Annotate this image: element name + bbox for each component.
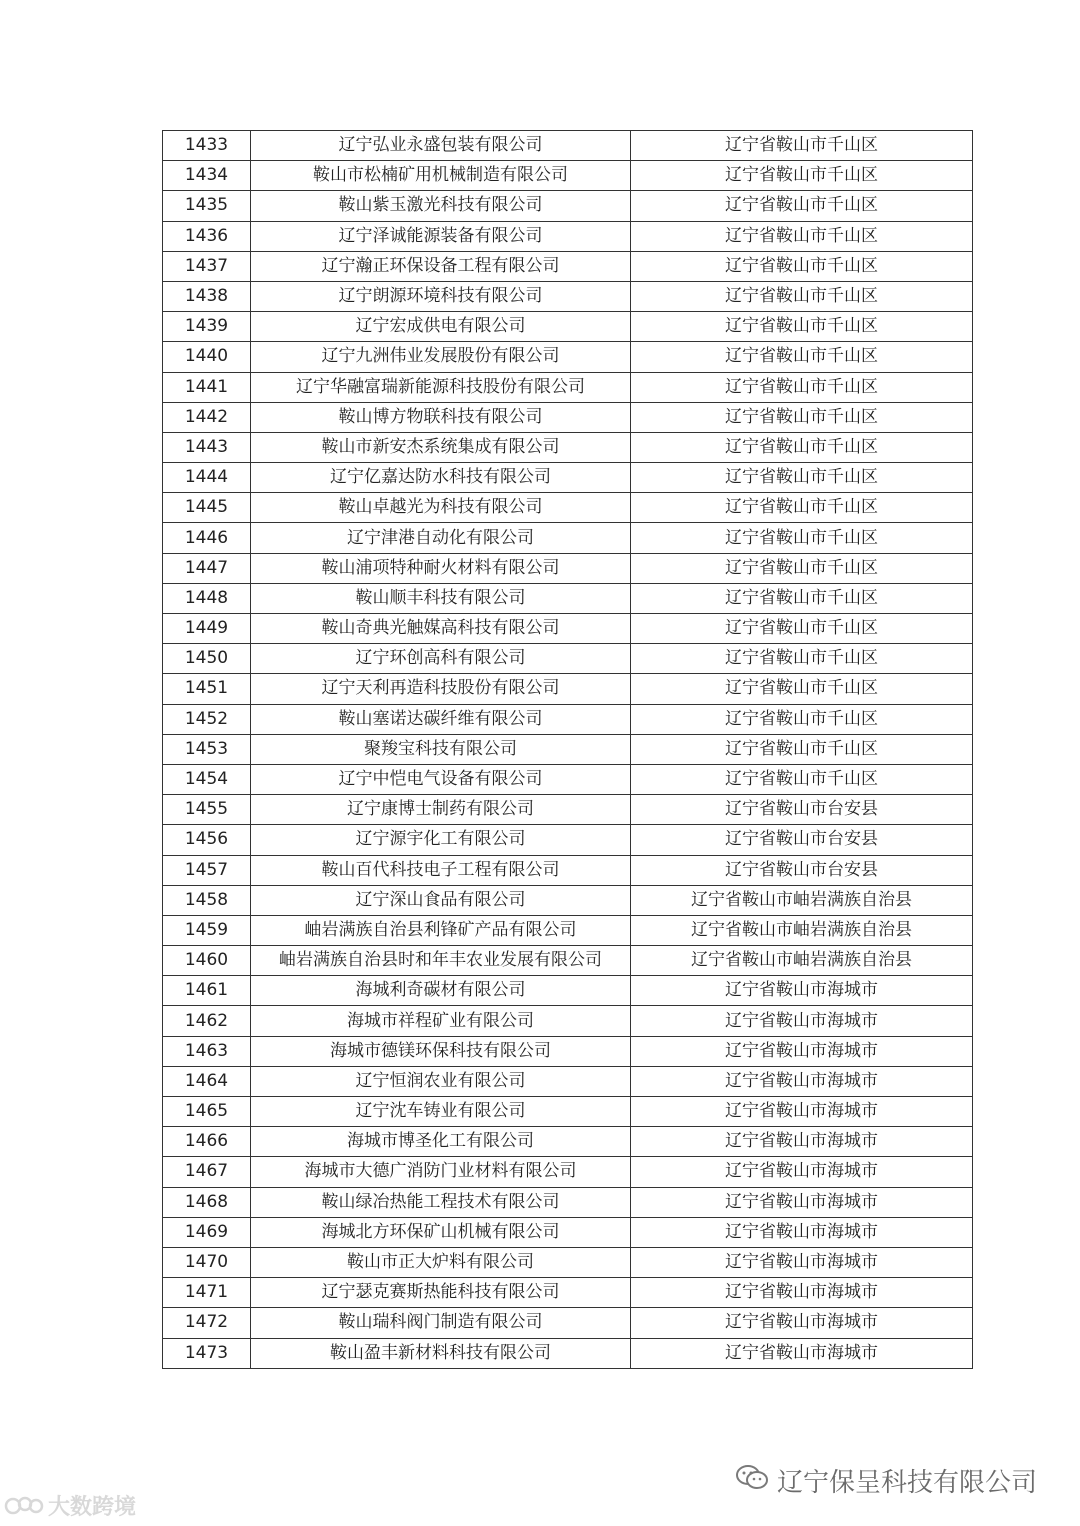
company-name-cell: 鞍山市新安杰系统集成有限公司 bbox=[251, 432, 631, 462]
location-cell: 辽宁省鞍山市海城市 bbox=[631, 1097, 973, 1127]
company-name-cell: 辽宁华融富瑞新能源科技股份有限公司 bbox=[251, 372, 631, 402]
table-row bbox=[163, 764, 973, 794]
location-cell: 辽宁省鞍山市海城市 bbox=[631, 1066, 973, 1096]
row-number-cell: 1467 bbox=[163, 1157, 251, 1187]
company-name-cell: 辽宁源宇化工有限公司 bbox=[251, 825, 631, 855]
row-number-cell: 1472 bbox=[163, 1308, 251, 1338]
row-number-cell: 1434 bbox=[163, 161, 251, 191]
location-cell: 辽宁省鞍山市千山区 bbox=[631, 342, 973, 372]
row-number-cell: 1470 bbox=[163, 1247, 251, 1277]
table-row bbox=[163, 1157, 973, 1187]
location-cell: 辽宁省鞍山市千山区 bbox=[631, 704, 973, 734]
table-row bbox=[163, 131, 973, 161]
row-number-cell: 1459 bbox=[163, 915, 251, 945]
location-cell: 辽宁省鞍山市海城市 bbox=[631, 1247, 973, 1277]
company-name-cell: 辽宁深山食品有限公司 bbox=[251, 885, 631, 915]
row-number-cell: 1461 bbox=[163, 976, 251, 1006]
row-number-cell: 1441 bbox=[163, 372, 251, 402]
table-row bbox=[163, 583, 973, 613]
company-name-cell: 辽宁津港自动化有限公司 bbox=[251, 523, 631, 553]
company-name-cell: 鞍山塞诺达碳纤维有限公司 bbox=[251, 704, 631, 734]
table-row bbox=[163, 1217, 973, 1247]
row-number-cell: 1456 bbox=[163, 825, 251, 855]
location-cell: 辽宁省鞍山市千山区 bbox=[631, 523, 973, 553]
table-row bbox=[163, 946, 973, 976]
company-name-cell: 海城北方环保矿山机械有限公司 bbox=[251, 1217, 631, 1247]
location-cell: 辽宁省鞍山市台安县 bbox=[631, 855, 973, 885]
location-cell: 辽宁省鞍山市千山区 bbox=[631, 372, 973, 402]
row-number-cell: 1469 bbox=[163, 1217, 251, 1247]
table-row bbox=[163, 312, 973, 342]
company-name-cell: 鞍山紫玉激光科技有限公司 bbox=[251, 191, 631, 221]
table-row bbox=[163, 1066, 973, 1096]
location-cell: 辽宁省鞍山市千山区 bbox=[631, 251, 973, 281]
company-name-cell: 鞍山市正大炉料有限公司 bbox=[251, 1247, 631, 1277]
table-row bbox=[163, 1097, 973, 1127]
row-number-cell: 1460 bbox=[163, 946, 251, 976]
company-name-cell: 鞍山浦项特种耐火材料有限公司 bbox=[251, 553, 631, 583]
row-number-cell: 1464 bbox=[163, 1066, 251, 1096]
table-row bbox=[163, 251, 973, 281]
row-number-cell: 1445 bbox=[163, 493, 251, 523]
row-number-cell: 1439 bbox=[163, 312, 251, 342]
company-name-cell: 海城市大德广消防门业材料有限公司 bbox=[251, 1157, 631, 1187]
table-row bbox=[163, 372, 973, 402]
location-cell: 辽宁省鞍山市岫岩满族自治县 bbox=[631, 915, 973, 945]
company-name-cell: 鞍山百代科技电子工程有限公司 bbox=[251, 855, 631, 885]
location-cell: 辽宁省鞍山市岫岩满族自治县 bbox=[631, 885, 973, 915]
company-name-cell: 辽宁亿嘉达防水科技有限公司 bbox=[251, 463, 631, 493]
row-number-cell: 1455 bbox=[163, 795, 251, 825]
location-cell: 辽宁省鞍山市千山区 bbox=[631, 553, 973, 583]
table-row bbox=[163, 432, 973, 462]
table-row bbox=[163, 1247, 973, 1277]
table-row bbox=[163, 1308, 973, 1338]
location-cell: 辽宁省鞍山市海城市 bbox=[631, 1006, 973, 1036]
location-cell: 辽宁省鞍山市千山区 bbox=[631, 583, 973, 613]
company-name-cell: 辽宁天利再造科技股份有限公司 bbox=[251, 674, 631, 704]
location-cell: 辽宁省鞍山市千山区 bbox=[631, 432, 973, 462]
enterprise-list-table bbox=[162, 130, 973, 1369]
company-name-cell: 海城市德镁环保科技有限公司 bbox=[251, 1036, 631, 1066]
company-name-cell: 辽宁宏成供电有限公司 bbox=[251, 312, 631, 342]
row-number-cell: 1447 bbox=[163, 553, 251, 583]
company-name-cell: 海城利奇碳材有限公司 bbox=[251, 976, 631, 1006]
row-number-cell: 1458 bbox=[163, 885, 251, 915]
location-cell: 辽宁省鞍山市千山区 bbox=[631, 463, 973, 493]
row-number-cell: 1443 bbox=[163, 432, 251, 462]
table-row bbox=[163, 523, 973, 553]
company-name-cell: 辽宁弘业永盛包装有限公司 bbox=[251, 131, 631, 161]
row-number-cell: 1453 bbox=[163, 734, 251, 764]
table-row bbox=[163, 221, 973, 251]
location-cell: 辽宁省鞍山市千山区 bbox=[631, 493, 973, 523]
row-number-cell: 1465 bbox=[163, 1097, 251, 1127]
location-cell: 辽宁省鞍山市千山区 bbox=[631, 674, 973, 704]
row-number-cell: 1450 bbox=[163, 644, 251, 674]
location-cell: 辽宁省鞍山市千山区 bbox=[631, 614, 973, 644]
row-number-cell: 1437 bbox=[163, 251, 251, 281]
location-cell: 辽宁省鞍山市千山区 bbox=[631, 734, 973, 764]
location-cell: 辽宁省鞍山市海城市 bbox=[631, 1278, 973, 1308]
company-name-cell: 聚羧宝科技有限公司 bbox=[251, 734, 631, 764]
company-name-cell: 辽宁沈车铸业有限公司 bbox=[251, 1097, 631, 1127]
table-row bbox=[163, 976, 973, 1006]
company-name-cell: 海城市博圣化工有限公司 bbox=[251, 1127, 631, 1157]
company-name-cell: 辽宁朗源环境科技有限公司 bbox=[251, 281, 631, 311]
table-row bbox=[163, 885, 973, 915]
location-cell: 辽宁省鞍山市千山区 bbox=[631, 312, 973, 342]
location-cell: 辽宁省鞍山市海城市 bbox=[631, 976, 973, 1006]
location-cell: 辽宁省鞍山市千山区 bbox=[631, 221, 973, 251]
table-row bbox=[163, 734, 973, 764]
table-row bbox=[163, 1338, 973, 1368]
location-cell: 辽宁省鞍山市千山区 bbox=[631, 764, 973, 794]
table-row bbox=[163, 553, 973, 583]
table-row bbox=[163, 161, 973, 191]
table-row bbox=[163, 644, 973, 674]
location-cell: 辽宁省鞍山市海城市 bbox=[631, 1338, 973, 1368]
company-name-cell: 鞍山绿冶热能工程技术有限公司 bbox=[251, 1187, 631, 1217]
company-name-cell: 鞍山瑞科阀门制造有限公司 bbox=[251, 1308, 631, 1338]
row-number-cell: 1466 bbox=[163, 1127, 251, 1157]
company-name-cell: 辽宁恒润农业有限公司 bbox=[251, 1066, 631, 1096]
location-cell: 辽宁省鞍山市海城市 bbox=[631, 1217, 973, 1247]
row-number-cell: 1452 bbox=[163, 704, 251, 734]
table-row bbox=[163, 915, 973, 945]
company-name-cell: 岫岩满族自治县利锋矿产品有限公司 bbox=[251, 915, 631, 945]
location-cell: 辽宁省鞍山市海城市 bbox=[631, 1308, 973, 1338]
watermark-left bbox=[4, 1490, 136, 1521]
watermark-right bbox=[735, 1462, 1037, 1499]
bubble-logo-icon bbox=[4, 1493, 44, 1519]
company-name-cell: 鞍山盈丰新材料科技有限公司 bbox=[251, 1338, 631, 1368]
company-name-cell: 辽宁泽诚能源装备有限公司 bbox=[251, 221, 631, 251]
row-number-cell: 1451 bbox=[163, 674, 251, 704]
company-name-cell: 辽宁瀚正环保设备工程有限公司 bbox=[251, 251, 631, 281]
row-number-cell: 1436 bbox=[163, 221, 251, 251]
location-cell: 辽宁省鞍山市千山区 bbox=[631, 191, 973, 221]
table-row bbox=[163, 704, 973, 734]
company-name-cell: 鞍山市松楠矿用机械制造有限公司 bbox=[251, 161, 631, 191]
company-name-cell: 鞍山博方物联科技有限公司 bbox=[251, 402, 631, 432]
row-number-cell: 1471 bbox=[163, 1278, 251, 1308]
row-number-cell: 1442 bbox=[163, 402, 251, 432]
company-name-cell: 辽宁瑟克赛斯热能科技有限公司 bbox=[251, 1278, 631, 1308]
company-name-cell: 鞍山顺丰科技有限公司 bbox=[251, 583, 631, 613]
table-row bbox=[163, 855, 973, 885]
watermark-left-text: 大数跨境 bbox=[48, 1495, 137, 1520]
table-row bbox=[163, 1036, 973, 1066]
row-number-cell: 1446 bbox=[163, 523, 251, 553]
location-cell: 辽宁省鞍山市千山区 bbox=[631, 402, 973, 432]
row-number-cell: 1449 bbox=[163, 614, 251, 644]
row-number-cell: 1433 bbox=[163, 131, 251, 161]
row-number-cell: 1438 bbox=[163, 281, 251, 311]
table-body bbox=[163, 131, 973, 1369]
row-number-cell: 1463 bbox=[163, 1036, 251, 1066]
location-cell: 辽宁省鞍山市台安县 bbox=[631, 795, 973, 825]
row-number-cell: 1435 bbox=[163, 191, 251, 221]
table-row bbox=[163, 402, 973, 432]
table-row bbox=[163, 1127, 973, 1157]
location-cell: 辽宁省鞍山市岫岩满族自治县 bbox=[631, 946, 973, 976]
location-cell: 辽宁省鞍山市千山区 bbox=[631, 161, 973, 191]
table-row bbox=[163, 281, 973, 311]
table-row bbox=[163, 825, 973, 855]
company-name-cell: 海城市祥程矿业有限公司 bbox=[251, 1006, 631, 1036]
company-name-cell: 岫岩满族自治县时和年丰农业发展有限公司 bbox=[251, 946, 631, 976]
location-cell: 辽宁省鞍山市海城市 bbox=[631, 1157, 973, 1187]
table-row bbox=[163, 674, 973, 704]
table-row bbox=[163, 493, 973, 523]
row-number-cell: 1444 bbox=[163, 463, 251, 493]
company-name-cell: 鞍山卓越光为科技有限公司 bbox=[251, 493, 631, 523]
row-number-cell: 1448 bbox=[163, 583, 251, 613]
location-cell: 辽宁省鞍山市千山区 bbox=[631, 644, 973, 674]
company-name-cell: 辽宁康博士制药有限公司 bbox=[251, 795, 631, 825]
wechat-icon bbox=[735, 1463, 769, 1498]
location-cell: 辽宁省鞍山市千山区 bbox=[631, 281, 973, 311]
location-cell: 辽宁省鞍山市海城市 bbox=[631, 1127, 973, 1157]
company-name-cell: 辽宁中恺电气设备有限公司 bbox=[251, 764, 631, 794]
table-row bbox=[163, 463, 973, 493]
row-number-cell: 1457 bbox=[163, 855, 251, 885]
location-cell: 辽宁省鞍山市海城市 bbox=[631, 1036, 973, 1066]
table-row bbox=[163, 1187, 973, 1217]
location-cell: 辽宁省鞍山市海城市 bbox=[631, 1187, 973, 1217]
table-row bbox=[163, 191, 973, 221]
watermark-right-text: 辽宁保呈科技有限公司 bbox=[777, 1468, 1038, 1498]
table-row bbox=[163, 342, 973, 372]
table-row bbox=[163, 795, 973, 825]
row-number-cell: 1473 bbox=[163, 1338, 251, 1368]
row-number-cell: 1440 bbox=[163, 342, 251, 372]
company-name-cell: 辽宁环创高科有限公司 bbox=[251, 644, 631, 674]
table-row bbox=[163, 614, 973, 644]
company-name-cell: 辽宁九洲伟业发展股份有限公司 bbox=[251, 342, 631, 372]
company-name-cell: 鞍山奇典光触媒高科技有限公司 bbox=[251, 614, 631, 644]
location-cell: 辽宁省鞍山市千山区 bbox=[631, 131, 973, 161]
row-number-cell: 1462 bbox=[163, 1006, 251, 1036]
table-row bbox=[163, 1278, 973, 1308]
row-number-cell: 1454 bbox=[163, 764, 251, 794]
table-row bbox=[163, 1006, 973, 1036]
row-number-cell: 1468 bbox=[163, 1187, 251, 1217]
location-cell: 辽宁省鞍山市台安县 bbox=[631, 825, 973, 855]
